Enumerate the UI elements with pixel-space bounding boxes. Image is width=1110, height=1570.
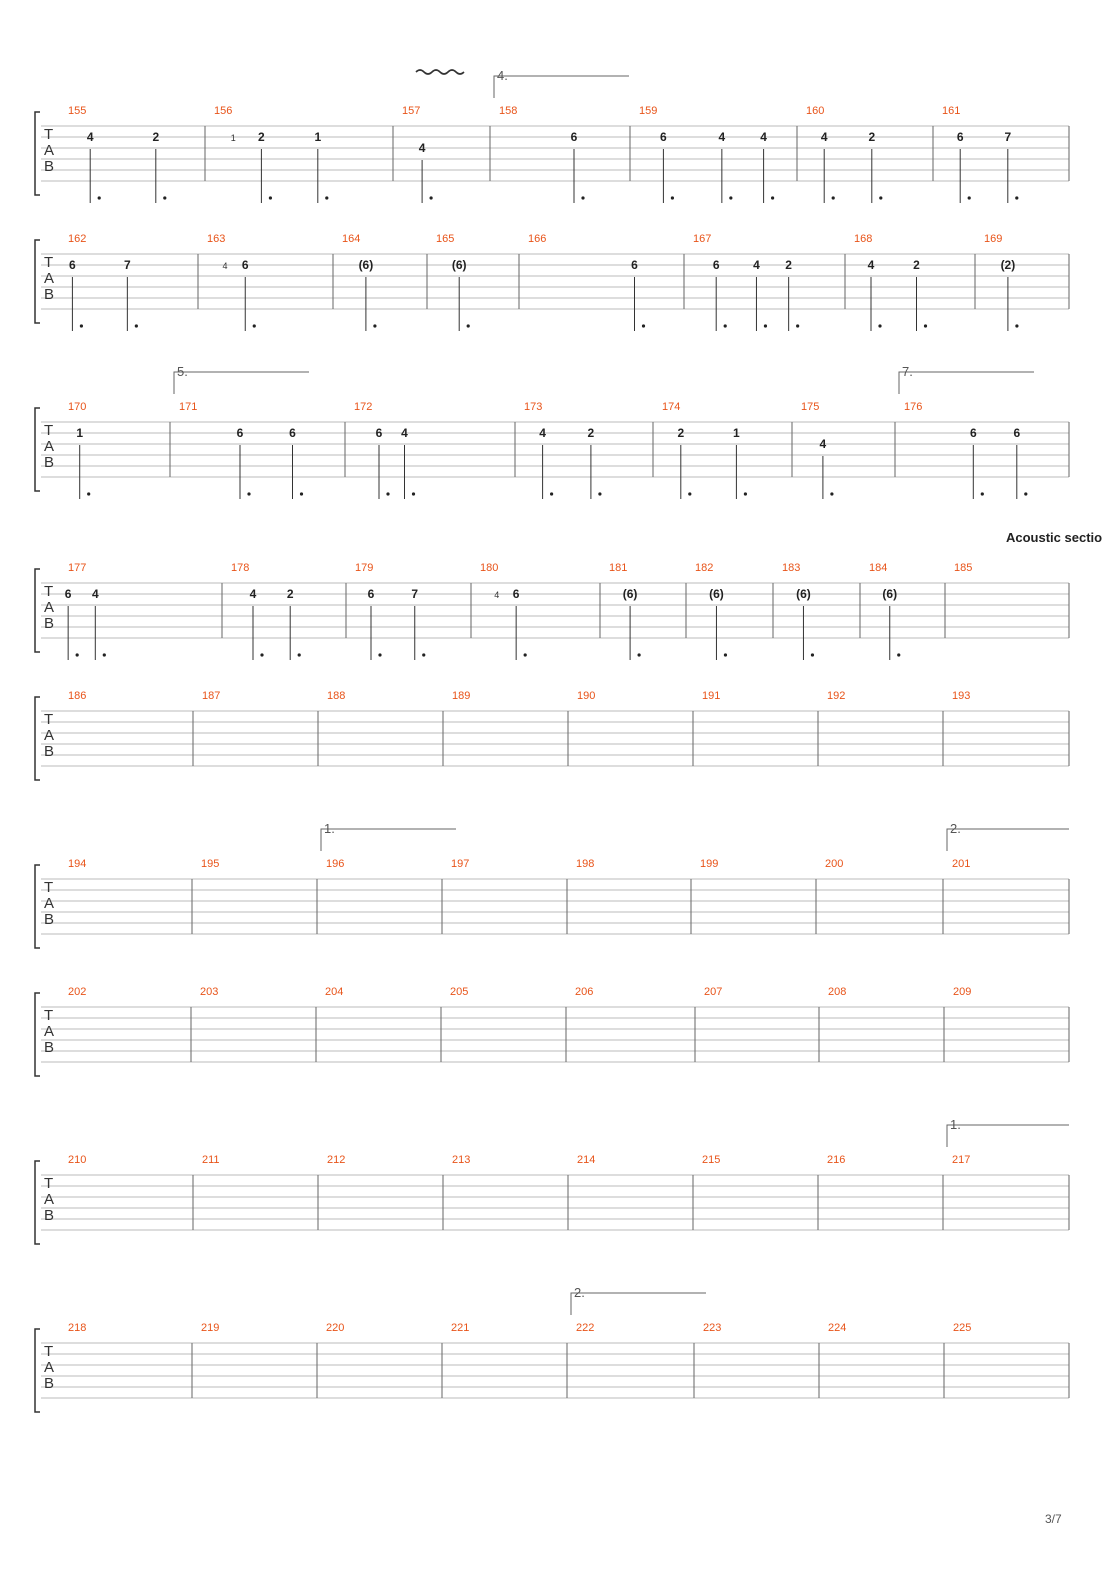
measure-number: 200 xyxy=(825,858,844,870)
measure-number: 189 xyxy=(452,690,471,702)
tab-system xyxy=(35,68,1069,203)
fret-number: 2 xyxy=(785,258,792,272)
rhythm-dot xyxy=(550,492,553,495)
measure-number: 175 xyxy=(801,401,820,413)
system-bracket xyxy=(35,1161,40,1244)
fret-number: 1 xyxy=(733,426,740,440)
tab-system xyxy=(35,821,1069,948)
rhythm-dot xyxy=(298,653,301,656)
measure-number: 174 xyxy=(662,401,681,413)
fret-number: (6) xyxy=(796,587,811,601)
ending-bracket xyxy=(899,372,1034,394)
tab-clef-letter: B xyxy=(44,454,55,471)
fret-number: (2) xyxy=(1000,258,1016,272)
ending-label: 2. xyxy=(574,1285,585,1300)
rhythm-dot xyxy=(671,196,674,199)
tab-clef-letter: T xyxy=(44,711,54,728)
tab-clef-letter: T xyxy=(44,422,54,439)
measure-number: 156 xyxy=(214,105,233,117)
tab-clef-letter: A xyxy=(44,270,55,287)
rhythm-dot xyxy=(98,196,101,199)
fret-number: (6) xyxy=(622,587,638,601)
measure-number: 206 xyxy=(575,986,594,998)
measure-number: 157 xyxy=(402,105,421,117)
measure-number: 193 xyxy=(952,690,971,702)
ending-bracket xyxy=(947,1125,1069,1147)
measure-number: 197 xyxy=(451,858,470,870)
fret-number: 4 xyxy=(867,258,875,272)
tab-clef-letter: B xyxy=(44,743,55,760)
fret-number: 6 xyxy=(64,587,72,601)
measure-number: 201 xyxy=(952,858,971,870)
system-bracket xyxy=(35,1329,40,1412)
measure-number: 192 xyxy=(827,690,846,702)
measure-number: 208 xyxy=(828,986,847,998)
rhythm-dot xyxy=(598,492,601,495)
fret-number: 7 xyxy=(411,587,419,601)
rhythm-dot xyxy=(300,492,303,495)
fret-number: 7 xyxy=(1004,130,1012,144)
fret-number: 2 xyxy=(152,130,160,144)
rhythm-dot xyxy=(253,324,256,327)
measure-number: 194 xyxy=(68,858,87,870)
ending-bracket xyxy=(571,1293,706,1315)
fret-number: 4 xyxy=(760,130,767,144)
fret-number: 4 xyxy=(820,130,828,144)
measure-number: 190 xyxy=(577,690,596,702)
measure-number: 220 xyxy=(326,1322,345,1334)
tab-clef-letter: B xyxy=(44,1375,55,1392)
fret-number: 4 xyxy=(249,587,257,601)
fret-number: 6 xyxy=(660,130,667,144)
fret-number: 2 xyxy=(258,130,265,144)
fret-number: 6 xyxy=(236,426,244,440)
rhythm-dot xyxy=(897,653,900,656)
fret-number: 4 xyxy=(718,130,726,144)
measure-number: 164 xyxy=(342,233,361,245)
grace-note: 1 xyxy=(230,133,236,143)
fret-number: 6 xyxy=(631,258,638,272)
rhythm-dot xyxy=(638,653,641,656)
rhythm-dot xyxy=(879,196,882,199)
fret-number: 6 xyxy=(69,258,76,272)
rhythm-dot xyxy=(1015,196,1018,199)
measure-number: 213 xyxy=(452,1154,471,1166)
rhythm-dot xyxy=(467,324,470,327)
measure-number: 166 xyxy=(528,233,547,245)
measure-number: 209 xyxy=(953,986,972,998)
rhythm-dot xyxy=(422,653,425,656)
measure-number: 188 xyxy=(327,690,346,702)
ending-bracket xyxy=(174,372,309,394)
rhythm-dot xyxy=(412,492,415,495)
rhythm-dot xyxy=(163,196,166,199)
measure-number: 172 xyxy=(354,401,373,413)
fret-number: 6 xyxy=(289,426,296,440)
rhythm-dot xyxy=(103,653,106,656)
rhythm-dot xyxy=(724,653,727,656)
measure-number: 204 xyxy=(325,986,344,998)
fret-number: 4 xyxy=(753,258,760,272)
measure-number: 181 xyxy=(609,562,628,574)
fret-number: (6) xyxy=(709,587,724,601)
rhythm-dot xyxy=(76,653,79,656)
fret-number: 6 xyxy=(712,258,720,272)
tab-clef-letter: T xyxy=(44,879,54,896)
rhythm-dot xyxy=(80,324,83,327)
fret-number: 6 xyxy=(956,130,964,144)
ending-label: 5. xyxy=(177,364,188,379)
fret-number: 2 xyxy=(587,426,595,440)
fret-number: 6 xyxy=(241,258,249,272)
rhythm-dot xyxy=(524,653,527,656)
grace-note: 4 xyxy=(494,590,500,600)
section-label: Acoustic sectio xyxy=(1006,530,1103,545)
system-bracket xyxy=(35,993,40,1076)
ending-label: 1. xyxy=(324,821,335,836)
tab-clef-letter: A xyxy=(44,1191,55,1208)
measure-number: 176 xyxy=(904,401,923,413)
ending-label: 2. xyxy=(950,821,961,836)
measure-number: 169 xyxy=(984,233,1003,245)
ending-label: 4. xyxy=(497,68,508,83)
measure-number: 185 xyxy=(954,562,973,574)
measure-number: 207 xyxy=(704,986,723,998)
rhythm-dot xyxy=(373,324,376,327)
fret-number: 1 xyxy=(76,426,84,440)
rhythm-dot xyxy=(325,196,328,199)
measure-number: 184 xyxy=(869,562,888,574)
tab-system xyxy=(35,364,1069,499)
tab-clef-letter: T xyxy=(44,1175,54,1192)
rhythm-dot xyxy=(87,492,90,495)
measure-number: 195 xyxy=(201,858,220,870)
tab-clef-letter: T xyxy=(44,254,54,271)
rhythm-dot xyxy=(832,196,835,199)
fret-number: 6 xyxy=(1013,426,1021,440)
tab-clef-letter: B xyxy=(44,615,55,632)
rhythm-dot xyxy=(135,324,138,327)
measure-number: 214 xyxy=(577,1154,596,1166)
tab-clef-letter: B xyxy=(44,1039,55,1056)
ending-bracket xyxy=(947,829,1069,851)
rhythm-dot xyxy=(796,324,799,327)
measure-number: 186 xyxy=(68,690,87,702)
tab-clef-letter: B xyxy=(44,1207,55,1224)
fret-number: 6 xyxy=(512,587,520,601)
rhythm-dot xyxy=(981,492,984,495)
rhythm-dot xyxy=(811,653,814,656)
measure-number: 173 xyxy=(524,401,543,413)
rhythm-dot xyxy=(924,324,927,327)
rhythm-dot xyxy=(378,653,381,656)
rhythm-dot xyxy=(729,196,732,199)
ending-bracket xyxy=(494,76,629,98)
system-bracket xyxy=(35,112,40,195)
tab-clef-letter: A xyxy=(44,438,55,455)
measure-number: 155 xyxy=(68,105,87,117)
fret-number: 6 xyxy=(969,426,977,440)
rhythm-dot xyxy=(247,492,250,495)
fret-number: 6 xyxy=(375,426,383,440)
rhythm-dot xyxy=(1015,324,1018,327)
fret-number: 6 xyxy=(367,587,375,601)
measure-number: 221 xyxy=(451,1322,470,1334)
rhythm-dot xyxy=(688,492,691,495)
fret-number: (6) xyxy=(451,258,467,272)
measure-number: 168 xyxy=(854,233,873,245)
measure-number: 199 xyxy=(700,858,719,870)
measure-number: 203 xyxy=(200,986,219,998)
measure-number: 187 xyxy=(202,690,221,702)
fret-number: 2 xyxy=(868,130,876,144)
tab-clef-letter: A xyxy=(44,1023,55,1040)
rhythm-dot xyxy=(642,324,645,327)
rhythm-dot xyxy=(386,492,389,495)
measure-number: 161 xyxy=(942,105,961,117)
fret-number: 6 xyxy=(570,130,578,144)
tab-clef-letter: T xyxy=(44,126,54,143)
measure-number: 178 xyxy=(231,562,250,574)
system-bracket xyxy=(35,697,40,780)
measure-number: 219 xyxy=(201,1322,220,1334)
tab-system xyxy=(35,1285,1069,1412)
page-number: 3/7 xyxy=(1045,1512,1062,1526)
fret-number: (6) xyxy=(882,587,898,601)
rhythm-dot xyxy=(878,324,881,327)
tab-clef-letter: A xyxy=(44,1359,55,1376)
measure-number: 180 xyxy=(480,562,499,574)
rhythm-dot xyxy=(1024,492,1027,495)
tab-clef-letter: A xyxy=(44,895,55,912)
fret-number: 2 xyxy=(913,258,920,272)
fret-number: 4 xyxy=(418,141,426,155)
tab-system xyxy=(35,690,1069,780)
measure-number: 170 xyxy=(68,401,87,413)
fret-number: 7 xyxy=(124,258,131,272)
fret-number: 2 xyxy=(286,587,294,601)
rhythm-dot xyxy=(581,196,584,199)
rhythm-dot xyxy=(430,196,433,199)
measure-number: 218 xyxy=(68,1322,87,1334)
measure-number: 223 xyxy=(703,1322,722,1334)
ending-label: 1. xyxy=(950,1117,961,1132)
tab-clef-letter: A xyxy=(44,599,55,616)
measure-number: 215 xyxy=(702,1154,721,1166)
measure-number: 159 xyxy=(639,105,658,117)
fret-number: (6) xyxy=(358,258,374,272)
ending-label: 7. xyxy=(902,364,913,379)
measure-number: 165 xyxy=(436,233,455,245)
measure-number: 222 xyxy=(576,1322,595,1334)
tab-clef-letter: T xyxy=(44,1007,54,1024)
measure-number: 216 xyxy=(827,1154,846,1166)
measure-number: 202 xyxy=(68,986,87,998)
measure-number: 182 xyxy=(695,562,714,574)
tab-system xyxy=(35,562,1069,660)
measure-number: 196 xyxy=(326,858,345,870)
measure-number: 211 xyxy=(202,1154,220,1166)
rhythm-dot xyxy=(724,324,727,327)
measure-number: 163 xyxy=(207,233,226,245)
tab-system xyxy=(35,1117,1069,1244)
tab-clef-letter: T xyxy=(44,583,54,600)
measure-number: 177 xyxy=(68,562,87,574)
rhythm-dot xyxy=(744,492,747,495)
measure-number: 191 xyxy=(702,690,721,702)
rhythm-dot xyxy=(968,196,971,199)
measure-number: 158 xyxy=(499,105,518,117)
tab-system xyxy=(35,233,1069,331)
tab-clef-letter: B xyxy=(44,158,55,175)
measure-number: 183 xyxy=(782,562,801,574)
measure-number: 198 xyxy=(576,858,595,870)
system-bracket xyxy=(35,569,40,652)
fret-number: 4 xyxy=(86,130,94,144)
tab-clef-letter: A xyxy=(44,142,55,159)
system-bracket xyxy=(35,865,40,948)
tab-clef-letter: B xyxy=(44,911,55,928)
measure-number: 171 xyxy=(179,401,198,413)
measure-number: 212 xyxy=(327,1154,346,1166)
measure-number: 205 xyxy=(450,986,469,998)
ending-bracket xyxy=(321,829,456,851)
rhythm-dot xyxy=(269,196,272,199)
fret-number: 4 xyxy=(819,437,827,451)
rhythm-dot xyxy=(771,196,774,199)
fret-number: 4 xyxy=(539,426,546,440)
rhythm-dot xyxy=(764,324,767,327)
fret-number: 4 xyxy=(91,587,99,601)
measure-number: 167 xyxy=(693,233,712,245)
measure-number: 224 xyxy=(828,1322,847,1334)
measure-number: 210 xyxy=(68,1154,87,1166)
measure-number: 162 xyxy=(68,233,87,245)
vibrato-mark xyxy=(416,70,464,74)
system-bracket xyxy=(35,240,40,323)
tab-clef-letter: T xyxy=(44,1343,54,1360)
fret-number: 2 xyxy=(677,426,685,440)
measure-number: 179 xyxy=(355,562,374,574)
tab-clef-letter: B xyxy=(44,286,55,303)
grace-note: 4 xyxy=(222,261,228,271)
fret-number: 1 xyxy=(314,130,322,144)
measure-number: 225 xyxy=(953,1322,972,1334)
system-bracket xyxy=(35,408,40,491)
rhythm-dot xyxy=(830,492,833,495)
measure-number: 217 xyxy=(952,1154,971,1166)
tab-system xyxy=(35,986,1069,1076)
tab-clef-letter: A xyxy=(44,727,55,744)
rhythm-dot xyxy=(260,653,263,656)
measure-number: 160 xyxy=(806,105,825,117)
fret-number: 4 xyxy=(401,426,408,440)
